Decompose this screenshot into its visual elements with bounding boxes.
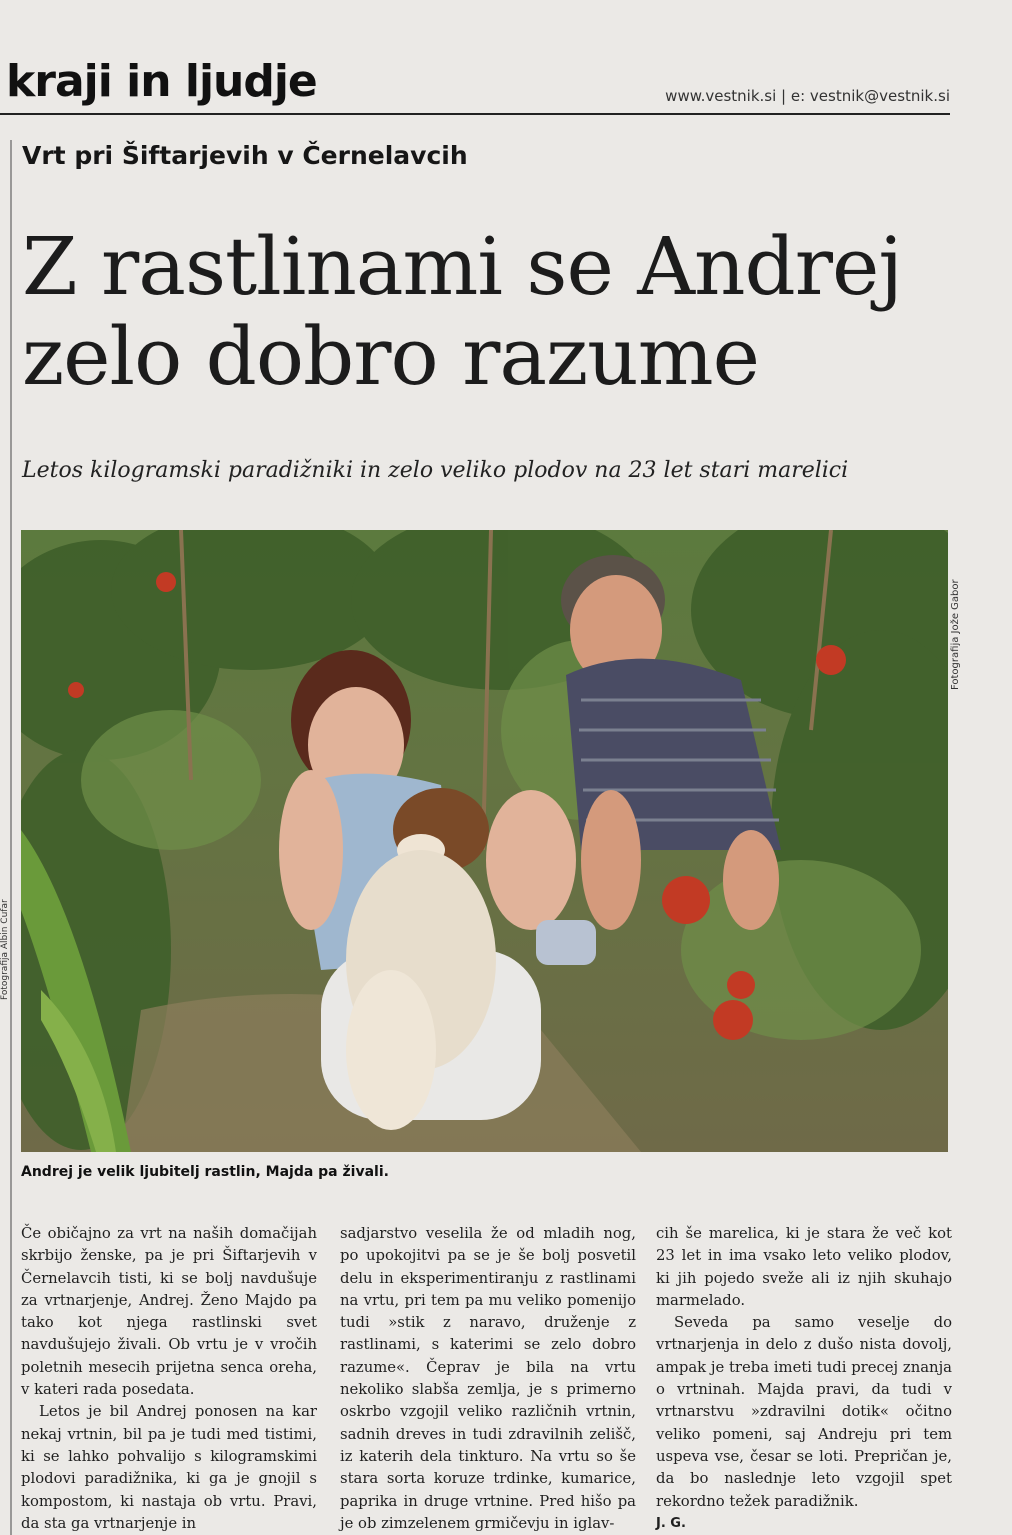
article-photo <box>21 530 948 1152</box>
article-headline <box>22 222 962 402</box>
paragraph: Letos je bil Andrej ponosen na kar nekaj vrtnin, bil pa je tudi med tistimi, ki se lahko pohvalijo s kilogramskimi plodovi paradižnika, ki ga je gnojil s kompostom, ki nastaja ob vrtu. Pravi, da sta ga vrtnarjenje in <box>21 1403 317 1532</box>
paragraph: sadjarstvo veselila že od mladih nog, po upokojitvi pa se je še bolj posvetil delu in eksperimentiranju z rastlinami na vrtu, pri tem pa mu veliko pomenijo tudi »stik z naravo, druženje z rastlinami, s katerimi se zelo dobro razume«. Čeprav je bila na vrtu nekoliko slabša zemlja, je s primerno oskrbo vzgojil veliko različnih vrtnin, sadnih dreves in tudi zdravilnih zelišč, iz katerih dela tinkturo. Na vrtu so še stara sorta koruze trdinke, kumarice, paprika in druge vrtnine. Pred hišo pa je ob zimzelenem grmičevju in iglav- <box>340 1225 636 1532</box>
paragraph: Če običajno za vrt na naših domačijah skrbijo ženske, pa je pri Šiftarjevih v Černelavcih tisti, ki se bolj navdušuje za vrtnarjenje, Andrej. Ženo Majdo pa tako kot njega rastlinski svet navdušujejo živali. Ob vrtu je v vročih poletnih mesecih prijetna senca oreha, v kateri rada posedata. <box>21 1225 317 1399</box>
body-column-1 <box>21 1223 317 1535</box>
headline-line-1: Z rastlinami se Andrej <box>22 220 903 313</box>
photo-credit-left: Fotografija Albin Čufar <box>0 899 10 1000</box>
header-rule <box>0 113 950 115</box>
article-subhead: Letos kilogramski paradižniki in zelo veliko plodov na 23 let stari marelici <box>22 458 849 483</box>
column-rule <box>10 140 12 1535</box>
photo-credit-right: Fotografija Jože Gabor <box>950 579 961 690</box>
body-column-3 <box>656 1223 952 1535</box>
headline-line-2: zelo dobro razume <box>22 310 759 403</box>
paragraph: cih še marelica, ki je stara že več kot 23 let in ima vsako leto veliko plodov, ki jih pojedo sveže ali iz njih skuhajo marmelado. <box>656 1225 952 1309</box>
paragraph: Seveda pa samo veselje do vrtnarjenja in delo z dušo nista dovolj, ampak je treba imeti tudi precej znanja o vrtninah. Majda pravi, da tudi v vrtnarstvu »zdravilni dotik« očitno veliko pomeni, saj Andreju pri tem uspeva vse, česar se loti. Prepričan je, da bo naslednje leto vzgojil spet rekordno težek paradižnik. <box>656 1314 952 1510</box>
section-title: kraji in ljudje <box>6 56 317 107</box>
contact-line: www.vestnik.si | e: vestnik@vestnik.si <box>665 87 950 105</box>
author-signature: J. G. <box>656 1515 686 1531</box>
garden-photo-illustration <box>21 530 948 1152</box>
article-kicker: Vrt pri Šiftarjevih v Černelavcih <box>22 141 468 170</box>
photo-caption: Andrej je velik ljubitelj rastlin, Majda pa živali. <box>21 1164 389 1180</box>
body-column-2 <box>340 1223 636 1535</box>
